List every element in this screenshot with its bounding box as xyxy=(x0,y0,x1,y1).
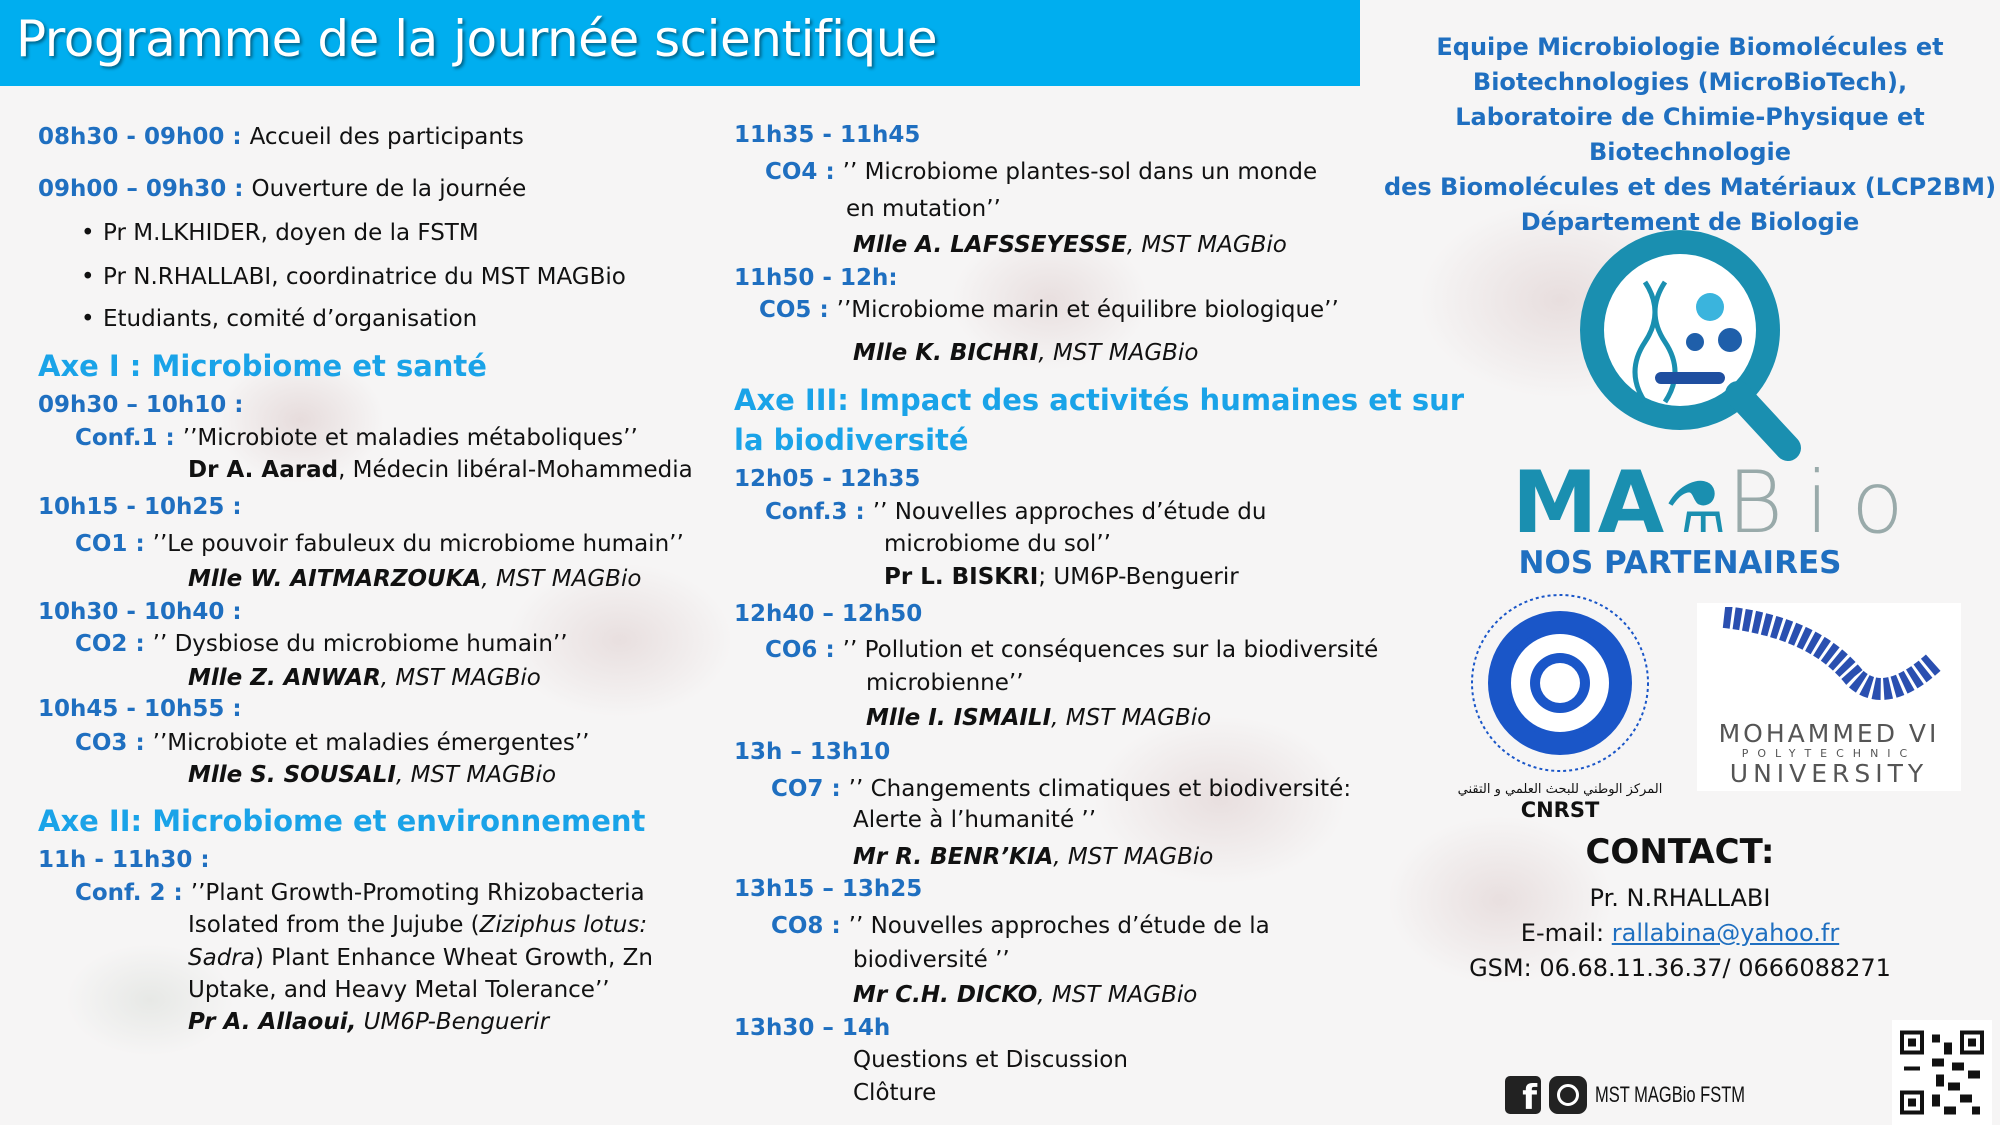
program-text: ’’Le pouvoir fabuleux du microbiome humain’’ xyxy=(152,531,684,557)
middle-row-cont xyxy=(884,562,1239,592)
instagram-icon[interactable] xyxy=(1549,1076,1587,1114)
talk-code: CO5 : xyxy=(759,297,837,323)
time-slot: 09h30 – 10h10 : xyxy=(38,392,244,418)
program-text: Ouverture de la journée xyxy=(251,176,527,202)
program-text: Sadra xyxy=(188,945,255,971)
program-text: , MST MAGBio xyxy=(1037,982,1198,1008)
left-row-speaker xyxy=(188,943,653,973)
speaker-name: Mlle W. AITMARZOUKA xyxy=(188,566,482,592)
time-slot: 11h50 - 12h: xyxy=(734,265,898,291)
speaker-name: Pr L. BISKRI xyxy=(884,564,1039,590)
program-text: Accueil des participants xyxy=(249,124,524,150)
left-row-time xyxy=(38,390,244,420)
program-text: ’’Plant Growth-Promoting Rhizobacteria xyxy=(190,880,645,906)
time-slot: 10h30 - 10h40 : xyxy=(38,599,242,625)
facebook-icon[interactable]: f xyxy=(1505,1076,1541,1114)
program-text: UM6P-Benguerir xyxy=(356,1009,550,1035)
program-text: , MST MAGBio xyxy=(1038,340,1199,366)
time-slot: 10h15 - 10h25 : xyxy=(38,494,242,520)
page-title: Programme de la journée scientifique xyxy=(16,10,938,68)
magbio-logo-text xyxy=(1512,453,1926,553)
qr-code-icon[interactable] xyxy=(1892,1020,1992,1125)
logo-text-bio: Bio xyxy=(1726,453,1926,553)
um6p-name-3: UNIVERSITY xyxy=(1729,759,1929,788)
left-row-time xyxy=(38,597,242,627)
axis-heading: Axe III: Impact des activités humaines et sur xyxy=(734,383,1465,417)
program-text: ’’ Nouvelles approches d’étude de la xyxy=(848,913,1270,939)
program-text: ’’ Microbiome plantes-sol dans un monde xyxy=(842,159,1318,185)
middle-row-talk xyxy=(771,911,1270,941)
program-text: ) Plant Enhance Wheat Growth, Zn xyxy=(254,945,653,971)
email-link[interactable]: rallabina@yahoo.fr xyxy=(1611,919,1840,947)
logo-text-ma: MA xyxy=(1512,453,1665,553)
talk-code: CO7 : xyxy=(771,776,849,802)
email-label: E-mail: xyxy=(1520,919,1612,947)
middle-row-speaker xyxy=(853,230,1287,260)
speaker-name: Dr A. Aarad xyxy=(188,457,339,483)
middle-row-talk xyxy=(771,774,1351,804)
magbio-magnifier-logo-icon xyxy=(1560,222,1820,462)
speaker-name: Mlle Z. ANWAR xyxy=(188,665,381,691)
program-text: Alerte à l’humanité ’’ xyxy=(853,807,1097,833)
left-row-speaker xyxy=(188,760,556,790)
middle-row-talk xyxy=(765,497,1266,527)
middle-row-cont xyxy=(884,529,1111,559)
program-text: Pr M.LKHIDER, doyen de la FSTM xyxy=(103,220,479,246)
program-text: , MST MAGBio xyxy=(395,762,557,788)
left-row-time xyxy=(38,845,210,875)
left-row-heading xyxy=(38,806,645,839)
speaker-name: Mlle S. SOUSALI xyxy=(188,762,396,788)
left-row-talk xyxy=(75,629,568,659)
cnrst-logo-icon xyxy=(1440,588,1680,798)
um6p-name-2: POLYTECHNIC xyxy=(1741,747,1917,760)
middle-row-cont xyxy=(853,805,1096,835)
contact-title: CONTACT: xyxy=(1585,832,1775,872)
program-text: microbienne’’ xyxy=(866,670,1024,696)
middle-row-speaker xyxy=(853,338,1198,368)
axis-heading: la biodiversité xyxy=(734,423,969,457)
talk-code: CO3 : xyxy=(75,730,153,756)
program-text: , Médecin libéral-Mohammedia xyxy=(338,457,693,483)
middle-row-cont xyxy=(853,1045,1128,1075)
program-text: Etudiants, comité d’organisation xyxy=(103,306,478,332)
left-row-speaker xyxy=(188,1007,549,1037)
left-row-bullet xyxy=(103,304,477,334)
middle-row-cont xyxy=(846,194,1001,224)
left-row-heading xyxy=(38,351,487,384)
program-text: , MST MAGBio xyxy=(481,566,642,592)
microscope-icon: ⚗ xyxy=(1664,467,1727,549)
cnrst-label: CNRST xyxy=(1520,798,1600,822)
time-slot: 13h – 13h10 xyxy=(734,739,891,765)
middle-row-time xyxy=(734,1013,890,1043)
speaker-name: Mlle K. BICHRI xyxy=(853,340,1039,366)
middle-row-time xyxy=(734,120,920,150)
time-slot: 13h30 – 14h xyxy=(734,1015,891,1041)
middle-row-cont xyxy=(853,1078,936,1108)
talk-code: Conf.3 : xyxy=(765,499,873,525)
left-row-time xyxy=(38,694,242,724)
contact-name: Pr. N.RHALLABI xyxy=(1589,884,1771,912)
left-row-talk xyxy=(75,529,684,559)
contact-gsm: GSM: 06.68.11.36.37/ 0666088271 xyxy=(1469,954,1891,982)
left-row-speaker xyxy=(188,910,647,940)
program-text: ; UM6P-Benguerir xyxy=(1038,564,1239,590)
program-text: Ziziphus lotus: xyxy=(479,912,648,938)
org-line: Laboratoire de Chimie-Physique et Biotechnologie xyxy=(1455,103,1925,166)
speaker-name: Mlle A. LAFSSEYESSE xyxy=(853,232,1127,258)
program-text: ’’ Dysbiose du microbiome humain’’ xyxy=(152,631,568,657)
program-text: Uptake, and Heavy Metal Tolerance’’ xyxy=(188,977,610,1003)
middle-row-time xyxy=(734,263,898,293)
header-banner xyxy=(0,0,1360,86)
program-text: Isolated from the Jujube ( xyxy=(188,912,480,938)
um6p-logo xyxy=(1697,603,1961,791)
time-slot: 12h05 - 12h35 xyxy=(734,466,921,492)
program-text: ’’Microbiote et maladies émergentes’’ xyxy=(152,730,590,756)
talk-code: Conf.1 : xyxy=(75,425,183,451)
social-handle: MST MAGBio FSTM xyxy=(1595,1082,1746,1107)
time-slot: 11h35 - 11h45 xyxy=(734,122,921,148)
middle-row-time xyxy=(734,599,922,629)
program-text: Clôture xyxy=(853,1080,937,1106)
left-row-talk xyxy=(75,423,638,453)
talk-code: CO6 : xyxy=(765,637,843,663)
middle-row-speaker xyxy=(853,980,1197,1010)
partners-title: NOS PARTENAIRES xyxy=(1518,545,1842,581)
talk-code: CO2 : xyxy=(75,631,153,657)
speaker-name: Mr C.H. DICKO xyxy=(853,982,1038,1008)
speaker-name: Mr R. BENR’KIA xyxy=(853,844,1054,870)
time-slot: 11h - 11h30 : xyxy=(38,847,210,873)
left-row-time xyxy=(38,122,524,152)
program-text: Pr N.RHALLABI, coordinatrice du MST MAGBio xyxy=(103,264,626,290)
um6p-wave-icon xyxy=(1714,607,1944,717)
middle-row-time xyxy=(734,874,922,904)
left-row-time xyxy=(38,492,242,522)
program-text: , MST MAGBio xyxy=(1051,705,1212,731)
time-slot: 12h40 – 12h50 xyxy=(734,601,923,627)
time-slot: 08h30 - 09h00 : xyxy=(38,124,250,150)
program-text: , MST MAGBio xyxy=(1126,232,1287,258)
middle-row-cont xyxy=(853,945,1010,975)
org-line: Biotechnologies (MicroBioTech), xyxy=(1472,68,1908,96)
axis-heading: Axe I : Microbiome et santé xyxy=(38,349,487,383)
program-text: ’’Microbiote et maladies métaboliques’’ xyxy=(182,425,638,451)
program-text: en mutation’’ xyxy=(846,196,1001,222)
middle-row-heading xyxy=(734,425,969,458)
talk-code: CO4 : xyxy=(765,159,843,185)
program-text: biodiversité ’’ xyxy=(853,947,1010,973)
left-row-speaker xyxy=(188,663,541,693)
program-text: ’’ Nouvelles approches d’étude du xyxy=(872,499,1267,525)
time-slot: 13h15 – 13h25 xyxy=(734,876,923,902)
middle-row-time xyxy=(734,737,890,767)
speaker-name: Pr A. Allaoui, xyxy=(188,1009,357,1035)
program-text: , MST MAGBio xyxy=(1053,844,1214,870)
program-text: ’’ Pollution et conséquences sur la biodiversité xyxy=(842,637,1379,663)
talk-code: CO1 : xyxy=(75,531,153,557)
speaker-name: Mlle I. ISMAILI xyxy=(866,705,1052,731)
time-slot: 10h45 - 10h55 : xyxy=(38,696,242,722)
axis-heading: Axe II: Microbiome et environnement xyxy=(38,804,646,838)
left-row-talk xyxy=(75,878,645,908)
program-text: Questions et Discussion xyxy=(853,1047,1128,1073)
left-row-talk xyxy=(75,728,589,758)
left-row-speaker xyxy=(188,455,693,485)
middle-row-talk xyxy=(765,635,1378,665)
org-line: Equipe Microbiologie Biomolécules et xyxy=(1436,33,1944,61)
left-row-time xyxy=(38,174,526,204)
talk-code: Conf. 2 : xyxy=(75,880,191,906)
contact-email-row xyxy=(1380,919,1980,947)
org-line: Département de Biologie xyxy=(1520,208,1860,236)
social-row xyxy=(1505,1076,1795,1118)
left-row-speaker xyxy=(188,975,610,1005)
middle-row-speaker xyxy=(866,703,1211,733)
organization-block xyxy=(1380,30,2000,240)
left-row-bullet xyxy=(103,262,626,292)
middle-row-time xyxy=(734,464,920,494)
middle-row-talk xyxy=(765,157,1317,187)
middle-row-speaker xyxy=(853,842,1213,872)
program-text: microbiome du sol’’ xyxy=(884,531,1111,557)
program-text: ’’Microbiome marin et équilibre biologique’’ xyxy=(836,297,1339,323)
middle-row-heading xyxy=(734,385,1464,418)
middle-row-talk xyxy=(759,295,1339,325)
middle-row-cont xyxy=(866,668,1024,698)
program-text: , MST MAGBio xyxy=(380,665,541,691)
left-row-speaker xyxy=(188,564,641,594)
program-text: ’’ Changements climatiques et biodiversité: xyxy=(848,776,1352,802)
org-line: des Biomolécules et des Matériaux (LCP2BM) xyxy=(1383,173,1997,201)
talk-code: CO8 : xyxy=(771,913,849,939)
left-row-bullet xyxy=(103,218,479,248)
um6p-name-1: MOHAMMED VI xyxy=(1718,719,1940,748)
time-slot: 09h00 – 09h30 : xyxy=(38,176,252,202)
svg-text:المركز الوطني للبحث العلمي و ا: المركز الوطني للبحث العلمي و التقني xyxy=(1457,782,1663,797)
